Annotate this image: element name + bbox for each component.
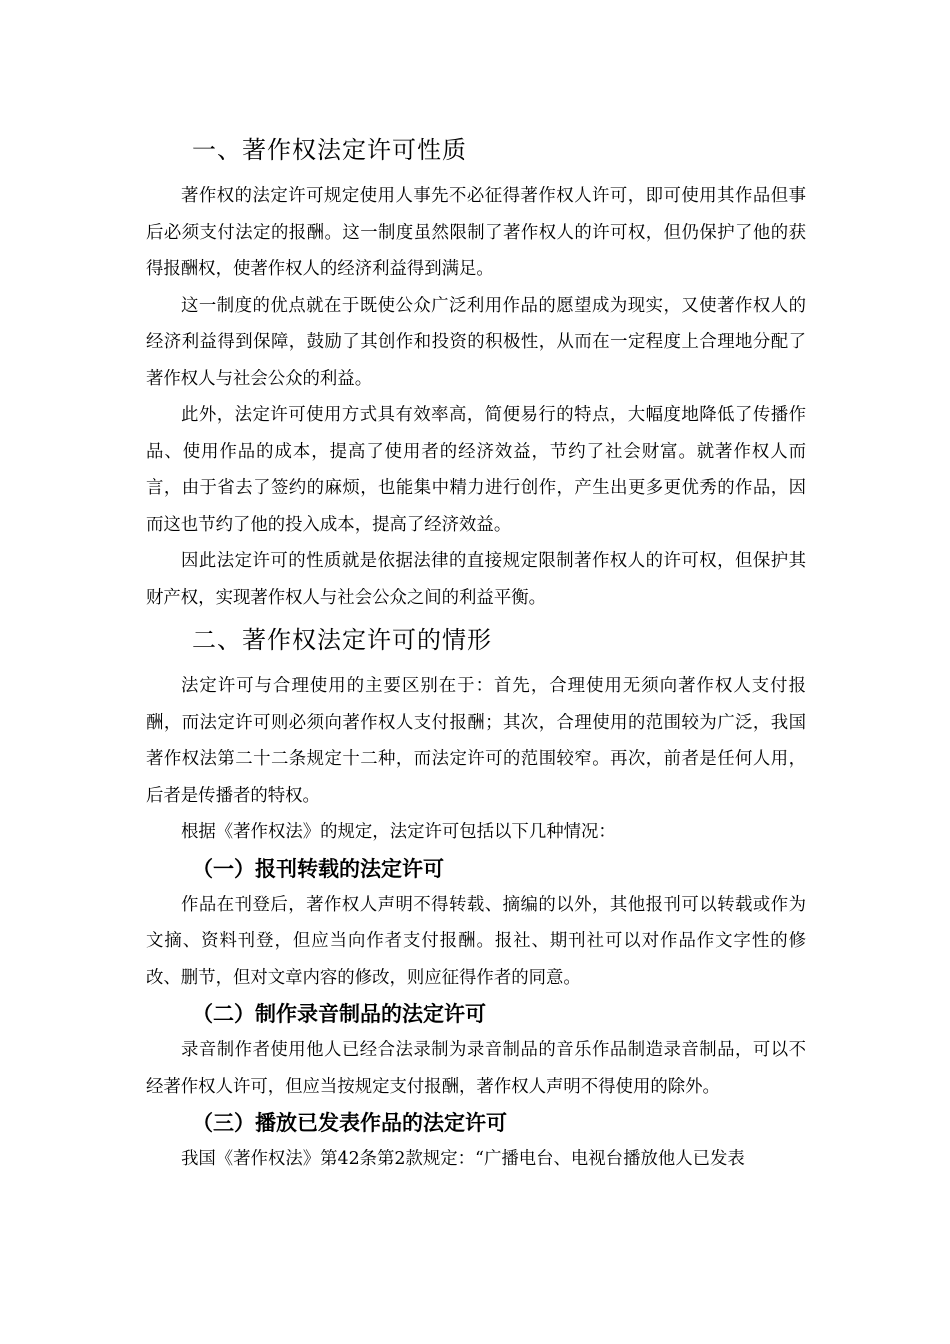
subsection-heading-recording: （二）制作录音制品的法定许可 <box>192 1002 486 1026</box>
paragraph: 因此法定许可的性质就是依据法律的直接规定限制著作权人的许可权，但保护其财产权，实现著作权人与社会公众之间的利益平衡。 <box>146 551 806 608</box>
paragraph: 这一制度的优点就在于既使公众广泛利用作品的愿望成为现实，又使著作权人的经济利益得到保障，鼓励了其创作和投资的积极性，从而在一定程度上合理地分配了著作权人与社会公众的利益。 <box>146 295 806 389</box>
subsection-heading-reprint: （一）报刊转载的法定许可 <box>192 856 444 881</box>
paragraph: 作品在刊登后，著作权人声明不得转载、摘编的以外，其他报刊可以转载或作为文摘、资料刊登，但应当向作者支付报酬。报社、期刊社可以对作品作文字性的修改、删节，但对文章内容的修改，则应征得作者的同意。 <box>146 894 806 988</box>
section-heading-nature: 一、著作权法定许可性质 <box>192 136 467 164</box>
paragraph: 根据《著作权法》的规定，法定许可包括以下几种情况： <box>181 822 616 842</box>
document-body <box>146 126 806 1178</box>
paragraph: 著作权的法定许可规定使用人事先不必征得著作权人许可，即可使用其作品但事后必须支付法定的报酬。这一制度虽然限制了著作权人的许可权，但仍保护了他的获得报酬权，使著作权人的经济利益得到满足。 <box>146 186 806 279</box>
paragraph: 我国《著作权法》第42条第2款规定：“广播电台、电视台播放他人已发表 <box>181 1149 745 1169</box>
paragraph: 录音制作者使用他人已经合法录制为录音制品的音乐作品制造录音制品，可以不经著作权人许可，但应当按规定支付报酬，著作权人声明不得使用的除外。 <box>146 1040 806 1097</box>
paragraph: 此外，法定许可使用方式具有效率高，简便易行的特点，大幅度地降低了传播作品、使用作品的成本，提高了使用者的经济效益，节约了社会财富。就著作权人而言，由于省去了签约的麻烦，也能集中精力进行创作，产生出更多更优秀的作品，因而这也节约了他的投入成本，提高了经济效益。 <box>146 405 806 535</box>
subsection-heading-broadcast: （三）播放已发表作品的法定许可 <box>192 1111 507 1135</box>
paragraph: 法定许可与合理使用的主要区别在于：首先，合理使用无须向著作权人支付报酬，而法定许可则必须向著作权人支付报酬；其次，合理使用的范围较为广泛，我国著作权法第二十二条规定十二种，而法定许可的范围较窄。再次，前者是任何人用，后者是传播者的特权。 <box>146 676 806 806</box>
section-heading-circumstances: 二、著作权法定许可的情形 <box>192 626 492 654</box>
